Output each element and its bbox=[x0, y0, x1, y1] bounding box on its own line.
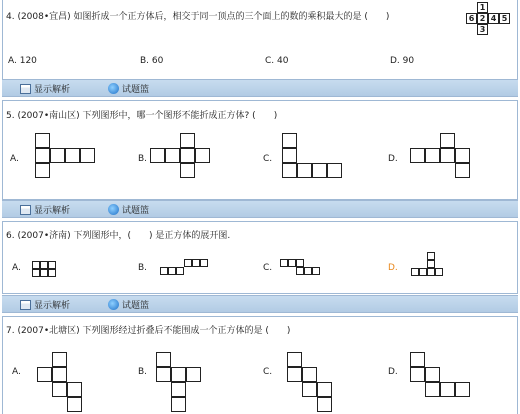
q7-option-c[interactable]: C. bbox=[263, 367, 273, 377]
net-square bbox=[302, 382, 317, 397]
question-6 bbox=[0, 221, 520, 294]
net-square bbox=[410, 148, 425, 163]
net-square bbox=[32, 261, 40, 269]
net-square bbox=[410, 367, 425, 382]
net-square bbox=[287, 367, 302, 382]
net-square bbox=[40, 261, 48, 269]
net-square bbox=[317, 382, 332, 397]
net-square bbox=[192, 259, 200, 267]
net-square bbox=[296, 259, 304, 267]
q4-option-c[interactable]: C. 40 bbox=[265, 56, 289, 66]
net-square bbox=[435, 268, 443, 276]
net-square bbox=[52, 367, 67, 382]
net-square bbox=[184, 259, 192, 267]
net-square bbox=[425, 382, 440, 397]
net-cell-row-1: 6 bbox=[466, 13, 477, 24]
net-square bbox=[282, 163, 297, 178]
question-basket-label: 试题篮 bbox=[122, 301, 150, 311]
q5-option-d[interactable]: D. bbox=[388, 154, 398, 164]
net-square bbox=[296, 267, 304, 275]
q6-option-a[interactable]: A. bbox=[12, 263, 21, 273]
q5-option-b[interactable]: B. bbox=[138, 154, 148, 164]
net-square bbox=[48, 261, 56, 269]
net-square bbox=[425, 148, 440, 163]
net-cell-bottom: 3 bbox=[477, 24, 488, 35]
show-analysis-button[interactable] bbox=[20, 82, 70, 95]
net-square bbox=[37, 367, 52, 382]
basket-icon bbox=[108, 299, 119, 310]
net-square bbox=[67, 382, 82, 397]
net-square bbox=[171, 382, 186, 397]
net-cell-top: 1 bbox=[477, 2, 488, 13]
net-square bbox=[165, 148, 180, 163]
net-square bbox=[282, 148, 297, 163]
net-square bbox=[282, 133, 297, 148]
net-square bbox=[297, 163, 312, 178]
net-square bbox=[425, 367, 440, 382]
net-cell-row-4: 5 bbox=[499, 13, 510, 24]
q5-action-bar bbox=[2, 200, 518, 218]
net-square bbox=[80, 148, 95, 163]
basket-icon bbox=[108, 83, 119, 94]
question-7-text: 7. (2007•北塘区) 下列图形经过折叠后不能围成一个正方体的是 ( ) bbox=[6, 326, 291, 336]
q6-option-c[interactable]: C. bbox=[263, 263, 273, 273]
q4-option-a[interactable]: A. 120 bbox=[8, 56, 37, 66]
net-square bbox=[287, 352, 302, 367]
question-basket-label: 试题篮 bbox=[122, 206, 150, 216]
q5-option-a[interactable]: A. bbox=[10, 154, 19, 164]
net-square bbox=[48, 269, 56, 277]
net-square bbox=[312, 267, 320, 275]
document-icon bbox=[20, 205, 31, 215]
net-cell-row-2: 2 bbox=[477, 13, 488, 24]
show-analysis-button[interactable] bbox=[20, 203, 70, 216]
net-square bbox=[67, 397, 82, 412]
q6-action-bar bbox=[2, 295, 518, 313]
document-icon bbox=[20, 84, 31, 94]
net-square bbox=[440, 382, 455, 397]
q7-option-d[interactable]: D. bbox=[388, 367, 398, 377]
net-square bbox=[52, 352, 67, 367]
net-square bbox=[171, 397, 186, 412]
net-square bbox=[35, 133, 50, 148]
net-cell-row-3: 4 bbox=[488, 13, 499, 24]
net-square bbox=[317, 397, 332, 412]
net-square bbox=[171, 367, 186, 382]
question-4-text: 4. (2008•宜昌) 如图折成一个正方体后，相交于同一顶点的三个面上的数的乘积最大的是 ( ) bbox=[6, 12, 390, 22]
q4-action-bar bbox=[2, 79, 518, 97]
question-basket-button[interactable] bbox=[108, 203, 149, 216]
show-analysis-button[interactable] bbox=[20, 298, 70, 311]
question-5-text: 5. (2007•南山区) 下列图形中，哪一个图形不能折成正方体? ( ) bbox=[6, 111, 278, 121]
q7-option-b[interactable]: B. bbox=[138, 367, 148, 377]
net-square bbox=[195, 148, 210, 163]
net-square bbox=[410, 352, 425, 367]
net-square bbox=[180, 133, 195, 148]
net-square bbox=[180, 148, 195, 163]
document-icon bbox=[20, 300, 31, 310]
question-7 bbox=[0, 316, 520, 414]
question-6-text: 6. (2007•济南) 下列图形中，( ) 是正方体的展开图. bbox=[6, 231, 231, 241]
basket-icon bbox=[108, 204, 119, 215]
net-square bbox=[440, 133, 455, 148]
net-square bbox=[176, 267, 184, 275]
net-square bbox=[50, 148, 65, 163]
question-basket-label: 试题篮 bbox=[122, 85, 150, 95]
net-square bbox=[156, 352, 171, 367]
net-square bbox=[168, 267, 176, 275]
q7-option-a[interactable]: A. bbox=[12, 367, 21, 377]
net-square bbox=[427, 268, 435, 276]
net-square bbox=[455, 163, 470, 178]
net-square bbox=[52, 382, 67, 397]
question-4 bbox=[0, 0, 520, 80]
net-square bbox=[440, 148, 455, 163]
show-analysis-label: 显示解析 bbox=[34, 85, 71, 95]
net-square bbox=[35, 163, 50, 178]
net-square bbox=[40, 269, 48, 277]
question-5 bbox=[0, 100, 520, 200]
net-square bbox=[200, 259, 208, 267]
net-square bbox=[35, 148, 50, 163]
net-square bbox=[65, 148, 80, 163]
net-square bbox=[186, 367, 201, 382]
q4-option-d[interactable]: D. 90 bbox=[390, 56, 415, 66]
question-basket-button[interactable] bbox=[108, 82, 149, 95]
net-square bbox=[455, 382, 470, 397]
show-analysis-label: 显示解析 bbox=[34, 206, 71, 216]
q5-option-c[interactable]: C. bbox=[263, 154, 273, 164]
net-square bbox=[411, 268, 419, 276]
net-square bbox=[180, 163, 195, 178]
net-square bbox=[160, 267, 168, 275]
net-square bbox=[280, 259, 288, 267]
net-square bbox=[455, 148, 470, 163]
q6-option-b[interactable]: B. bbox=[138, 263, 148, 273]
net-square bbox=[302, 367, 317, 382]
net-square bbox=[327, 163, 342, 178]
net-square bbox=[304, 267, 312, 275]
q6-option-d[interactable]: D. bbox=[388, 263, 398, 273]
question-basket-button[interactable] bbox=[108, 298, 149, 311]
net-square bbox=[427, 252, 435, 260]
q4-option-b[interactable]: B. 60 bbox=[140, 56, 164, 66]
show-analysis-label: 显示解析 bbox=[34, 301, 71, 311]
net-square bbox=[427, 260, 435, 268]
net-square bbox=[288, 259, 296, 267]
net-square bbox=[419, 268, 427, 276]
net-square bbox=[32, 269, 40, 277]
net-square bbox=[312, 163, 327, 178]
net-square bbox=[156, 367, 171, 382]
net-square bbox=[150, 148, 165, 163]
